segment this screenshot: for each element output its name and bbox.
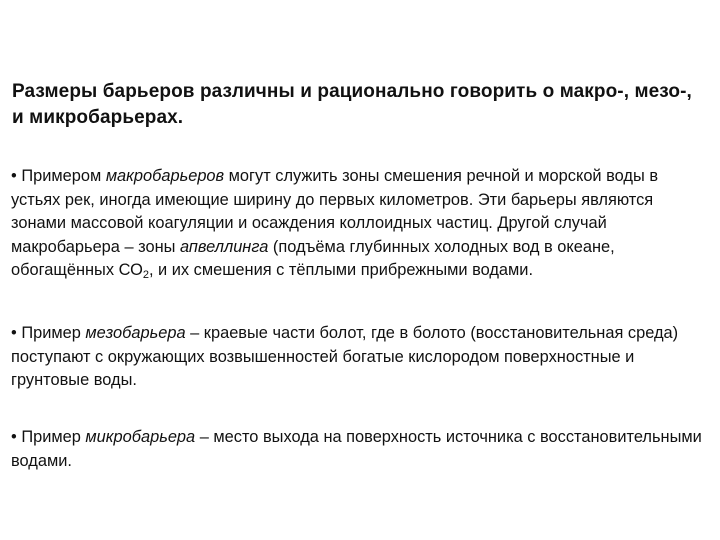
paragraph-text: – место выхода на поверхность источника с восстановительными водами.: [11, 428, 702, 470]
paragraph-intro: Примером: [21, 167, 106, 185]
term-macrobarriers: макробарьеров: [105, 167, 225, 185]
slide-title: Размеры барьеров различны и рационально говорить о макро-, мезо-, и микробарьерах.: [12, 81, 692, 128]
paragraph-text: могут служить зоны смешения речной и морской воды в устьях рек, иногда имеющие ширину до первых километров. Эти барьеры являются зонами массовой коагуляции и осаждения коллоидных частиц. Другой случай макробарьера – зоны: [11, 167, 659, 256]
paragraph-intro: Пример: [21, 324, 86, 342]
bullet: •: [11, 428, 17, 446]
subscript: 2: [142, 269, 149, 281]
paragraph-intro: Пример: [21, 428, 86, 446]
bullet: •: [11, 324, 17, 342]
paragraph-text: – краевые части болот, где в болото (восстановительная среда) поступают с окружающих возвышенностей богатые кислородом поверхностные и грунтовые воды.: [11, 324, 679, 389]
paragraph-microbarrier: [11, 426, 711, 473]
bullet: •: [11, 167, 17, 185]
term-microbarrier: микробарьера: [85, 428, 196, 446]
paragraph-macrobarriers: [11, 165, 711, 283]
term-mesobarrier: мезобарьера: [85, 324, 186, 342]
paragraph-text: , и их смешения с тёплыми прибрежными водами.: [148, 261, 534, 279]
paragraph-mesobarrier: [11, 322, 711, 393]
paragraph-text: (подъёма глубинных холодных вод в океане, обогащённых СО: [11, 237, 615, 279]
term-upwelling: апвеллинга: [179, 237, 269, 256]
